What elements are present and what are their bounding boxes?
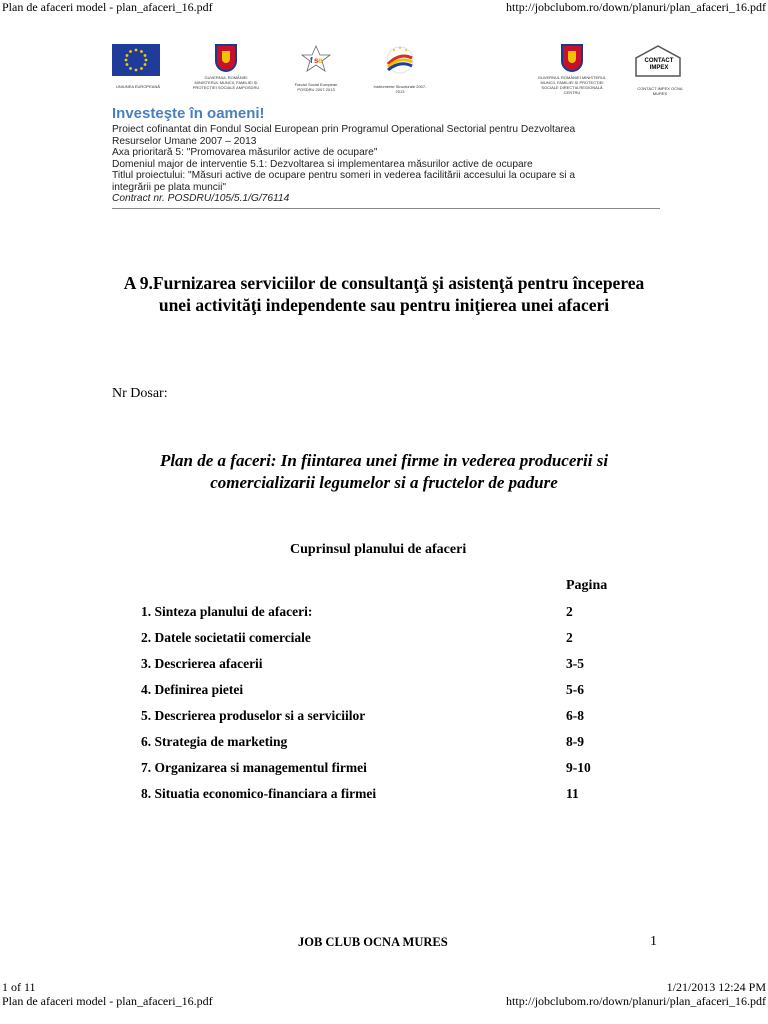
project-line: Titlul proiectului: "Măsuri active de ocupare pentru someri in vederea facilitării accesului la ocupare si a [112,170,576,181]
print-header-url: http://jobclubom.ro/down/planuri/plan_afaceri_16.pdf [506,0,766,14]
project-line: Resurselor Umane 2007 – 2013 [112,135,257,147]
table-of-contents [141,604,611,804]
coat-of-arms-icon [561,44,583,72]
toc-row[interactable] [141,786,611,802]
dosar-label: Nr Dosar: [112,386,168,401]
toc-row[interactable] [141,656,611,672]
toc-item-label: 3. Descrierea afacerii [141,656,263,671]
logo-caption: GUVERNUL ROMÂNIEI MINISTERUL MUNCII, FAMILIEI ȘI PROTECȚIEI SOCIALE DIRECȚIA REGIONALĂ CENTRU [537,75,607,95]
print-header-title: Plan de afaceri model - plan_afaceri_16.pdf [2,994,213,1008]
toc-item-page: 3-5 [566,656,584,671]
logo-caption: Instrumente Structurale 2007-2013 [373,84,427,94]
toc-row[interactable] [141,630,611,646]
footer-page-number: 1 [650,934,657,949]
eu-flag-icon [112,44,160,76]
toc-row[interactable] [141,604,611,620]
plan-title-line: comercializarii legumelor si a fructelor de padure [210,473,558,492]
print-header-title: Plan de afaceri model - plan_afaceri_16.pdf [2,0,213,14]
project-line: Axa prioritară 5: "Promovarea măsurilor active de ocupare" [112,147,378,158]
ministry-labor-logo [192,44,260,90]
structural-instruments-icon [372,44,428,76]
toc-item-page: 8-9 [566,734,584,749]
section-title [90,272,678,316]
contact-impex-logo [632,44,688,96]
section-title-line: unei activităţi independente sau pentru iniţierea unei afaceri [158,295,610,315]
toc-item-page: 11 [566,786,579,801]
toc-page-header: Pagina [566,578,608,593]
fse-star-icon [288,44,344,74]
print-footer-datetime: 1/21/2013 12:24 PM [666,980,766,994]
toc-item-label: 1. Sinteza planului de afaceri: [141,604,313,619]
logo-caption: Fondul Social European POSDRU 2007-2013 [294,82,338,92]
toc-row[interactable] [141,708,611,724]
svg-text:f: f [310,56,313,65]
toc-item-label: 2. Datele societatii comerciale [141,630,311,645]
project-line: Domeniul major de interventie 5.1: Dezvoltarea si implementarea măsurilor active de ocupare [112,158,533,170]
svg-text:s: s [314,56,319,65]
slogan: Investeşte în oameni! [112,105,265,122]
toc-row[interactable] [141,760,611,776]
contract-number: Contract nr. POSDRU/105/5.1/G/76114 [112,193,290,204]
fse-logo [288,44,344,92]
toc-row[interactable] [141,734,611,750]
toc-row[interactable] [141,682,611,698]
toc-item-page: 2 [566,604,573,619]
toc-item-label: 7. Organizarea si managementul firmei [141,760,367,775]
header-divider [112,208,660,209]
toc-item-page: 5-6 [566,682,584,697]
logo-caption: CONTACT IMPEX OCNA MUREȘ [637,86,683,96]
ministry-2-logo [536,44,608,95]
print-footer-page-count: 1 of 11 [2,980,36,994]
project-line: Proiect cofinantat din Fondul Social European prin Programul Operational Sectorial pentru Dezvoltarea [112,124,576,135]
structural-instruments-logo [372,44,428,94]
contact-impex-wordmark: CONTACT IMPEX [644,58,674,71]
project-info [112,124,660,205]
plan-title [100,450,668,494]
footer-club-name: JOB CLUB OCNA MURES [298,935,448,949]
project-line: integrării pe plata muncii" [112,181,227,193]
toc-item-label: 5. Descrierea produselor si a serviciilor [141,708,366,723]
toc-item-page: 2 [566,630,573,645]
logo-caption: UNIUNEA EUROPEANĂ [115,84,160,89]
svg-text:e: e [318,56,323,65]
eu-flag-logo [112,44,164,89]
logo-caption: GUVERNUL ROMÂNIEI MINISTERUL MUNCII, FAMILIEI ȘI PROTECȚIEI SOCIALE AMPOSDRU [192,75,260,90]
toc-item-page: 9-10 [566,760,591,775]
toc-item-page: 6-8 [566,708,584,723]
toc-item-label: 6. Strategia de marketing [141,734,288,749]
toc-item-label: 8. Situatia economico-financiara a firmei [141,786,377,801]
print-header-url: http://jobclubom.ro/down/planuri/plan_afaceri_16.pdf [506,994,766,1008]
toc-item-label: 4. Definirea pietei [141,682,244,697]
plan-title-line: Plan de a faceri: In fiintarea unei firme in vederea producerii si [159,451,609,470]
section-title-line: A 9.Furnizarea serviciilor de consultanţă şi asistenţă pentru începerea [123,273,645,293]
coat-of-arms-icon [215,44,237,72]
toc-heading: Cuprinsul planului de afaceri [290,542,467,557]
